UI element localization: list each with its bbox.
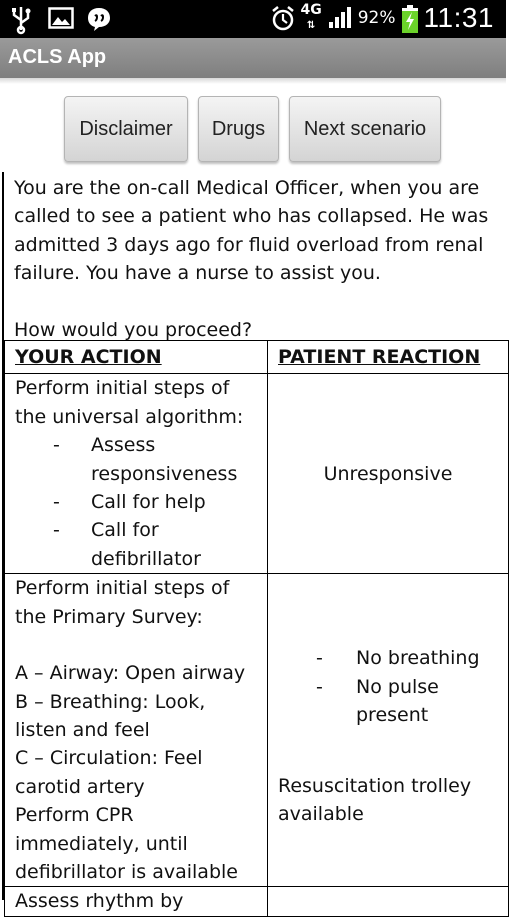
circulation-step: C – Circulation: Feel carotid artery bbox=[15, 747, 203, 798]
signal-icon bbox=[328, 5, 352, 31]
scenario-table bbox=[4, 340, 509, 917]
reaction-text: Unresponsive bbox=[323, 462, 453, 485]
scenario-question: How would you proceed? bbox=[14, 318, 253, 341]
scenario-intro bbox=[4, 172, 506, 340]
list-item: - No pulse present bbox=[268, 673, 508, 730]
status-bar bbox=[0, 0, 506, 38]
clock: 11:31 bbox=[423, 2, 494, 33]
chat-icon bbox=[86, 6, 110, 32]
app-title-bar bbox=[0, 38, 506, 78]
usb-icon bbox=[10, 6, 34, 32]
your-action-header: YOUR ACTION bbox=[5, 341, 268, 374]
list-item: - No breathing bbox=[268, 644, 508, 672]
reaction-cell bbox=[268, 887, 509, 916]
intro-line: failure. You have a nurse to assist you. bbox=[14, 262, 381, 285]
drugs-button[interactable]: Drugs bbox=[198, 96, 279, 162]
list-item: - Call for help bbox=[15, 488, 257, 516]
action-intro: Perform initial steps of the Primary Survey: bbox=[15, 577, 230, 628]
action-list bbox=[15, 431, 257, 573]
action-intro: Perform initial steps of the universal algorithm: bbox=[15, 377, 244, 428]
action-cell bbox=[5, 374, 268, 574]
list-item: - Call for defibrillator bbox=[15, 516, 257, 573]
table-row bbox=[5, 574, 509, 887]
battery-percent: 92% bbox=[357, 8, 396, 28]
table-row bbox=[5, 887, 509, 916]
app-title: ACLS App bbox=[8, 46, 107, 68]
battery-charging-icon bbox=[402, 5, 418, 31]
gallery-icon bbox=[48, 6, 72, 32]
reaction-cell bbox=[268, 374, 509, 574]
table-header-row bbox=[5, 341, 509, 374]
intro-line: called to see a patient who has collapsed. He was bbox=[14, 205, 489, 228]
action-cell bbox=[5, 574, 268, 887]
network-4g-icon: 4G ⇅ bbox=[300, 2, 322, 31]
action-partial: Assess rhythm by bbox=[15, 890, 184, 913]
next-scenario-button[interactable]: Next scenario bbox=[289, 96, 441, 162]
disclaimer-button[interactable]: Disclaimer bbox=[64, 96, 188, 162]
cpr-step: Perform CPR immediately, until defibrillator is available bbox=[15, 804, 238, 884]
alarm-icon bbox=[270, 5, 294, 31]
action-cell bbox=[5, 887, 268, 916]
intro-line: You are the on-call Medical Officer, when you are bbox=[14, 177, 480, 199]
reaction-list bbox=[268, 644, 508, 729]
reaction-note: Resuscitation trolley available bbox=[278, 774, 472, 826]
patient-reaction-header: PATIENT REACTION bbox=[268, 341, 509, 374]
intro-line: admitted 3 days ago for fluid overload from renal bbox=[14, 233, 484, 256]
title-divider bbox=[0, 78, 506, 84]
reaction-cell bbox=[268, 574, 509, 887]
airway-step: A – Airway: Open airway bbox=[15, 662, 246, 685]
breathing-step: B – Breathing: Look, listen and feel bbox=[15, 690, 206, 742]
list-item: - Assess responsiveness bbox=[15, 431, 257, 488]
table-row bbox=[5, 374, 509, 574]
scenario-content[interactable] bbox=[2, 172, 506, 913]
